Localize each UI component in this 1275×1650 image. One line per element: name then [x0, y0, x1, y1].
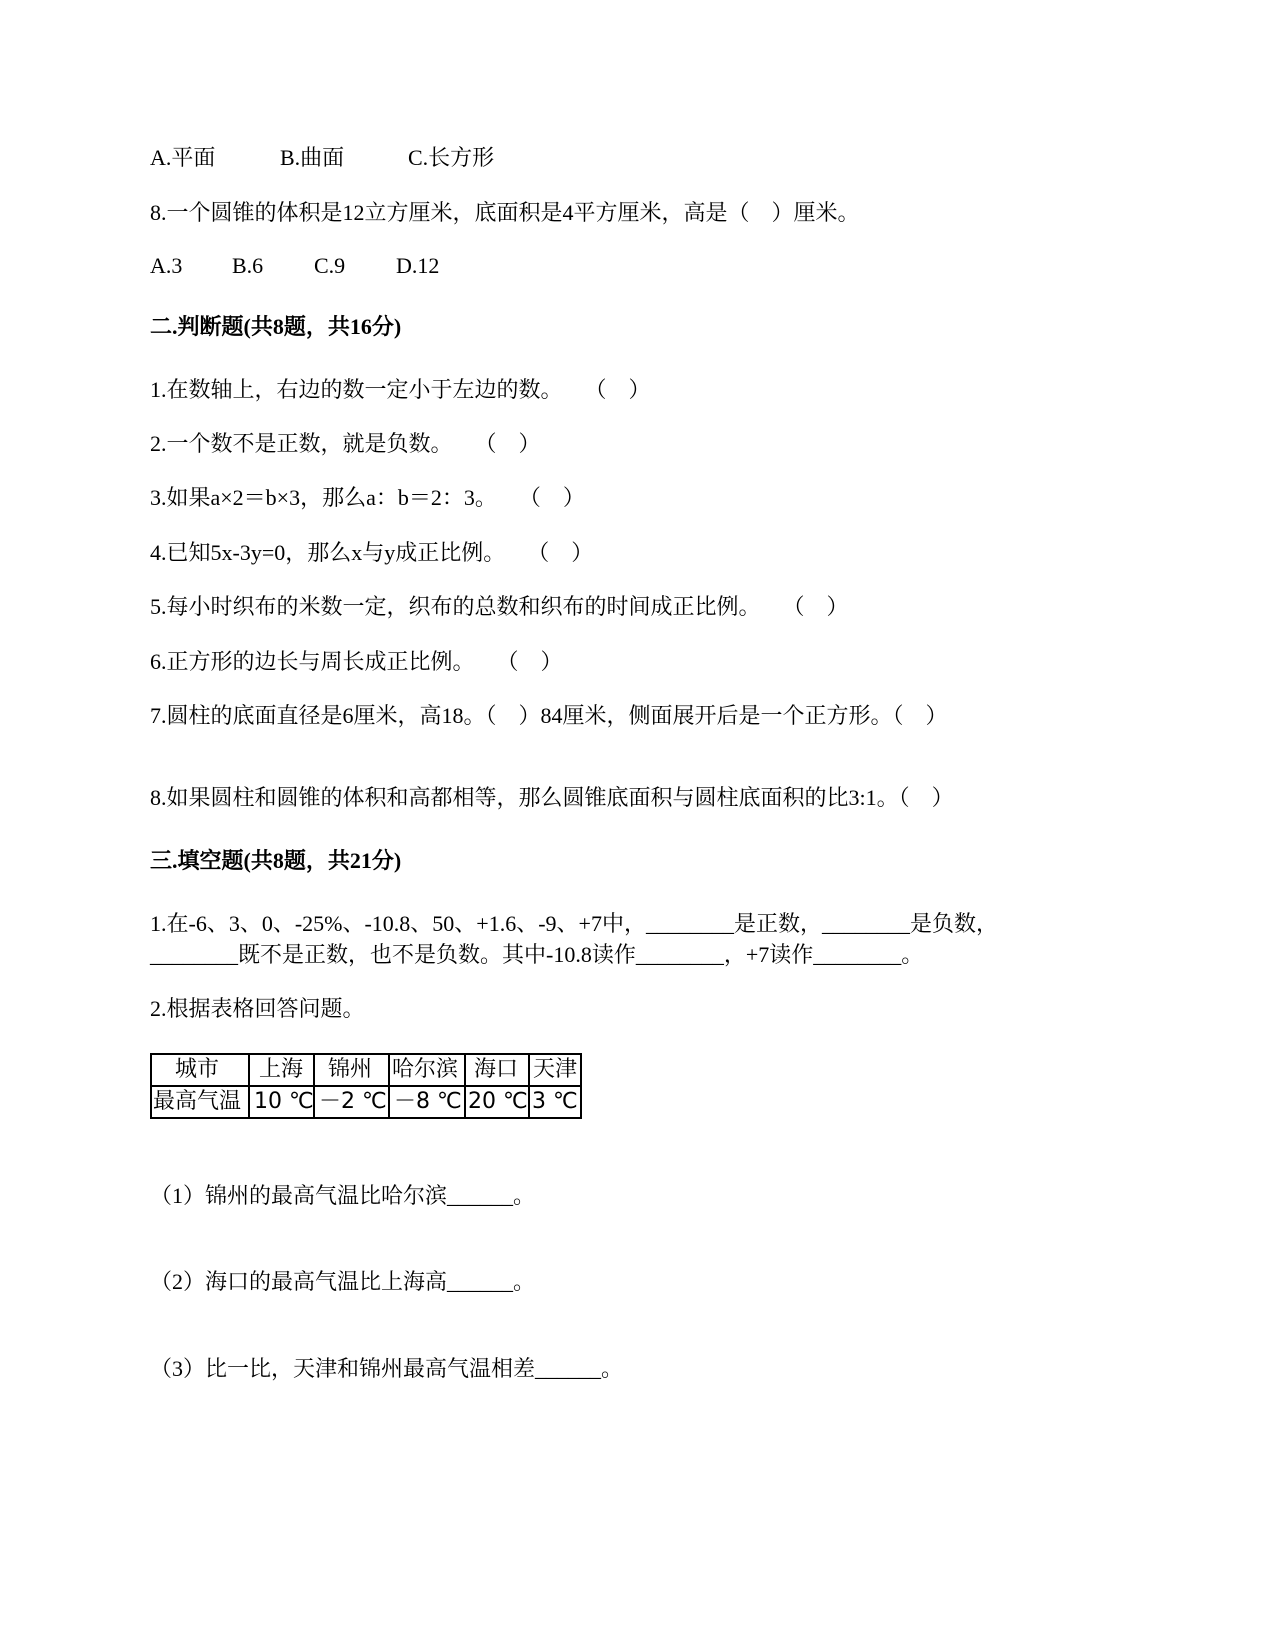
table-row-label: 最高气温 — [153, 1089, 242, 1114]
table-cell-tianjin: 3 ℃ — [532, 1089, 578, 1114]
judge-item-7: 7.圆柱的底面直径是6厘米，高18。（ ）84厘米，侧面展开后是一个正方形。（ ） — [150, 703, 948, 728]
table-header-jinzhou: 锦州 — [328, 1057, 373, 1082]
judge-item-3: 3.如果a×2＝b×3，那么a：b＝2：3。 （ ） — [150, 485, 585, 510]
q8-option-d: D.12 — [396, 253, 440, 278]
section3-heading: 三.填空题(共8题，共21分) — [150, 848, 402, 873]
q8-text: 8.一个圆锥的体积是12立方厘米，底面积是4平方厘米，高是（ ）厘米。 — [150, 200, 860, 225]
table-header-haikou: 海口 — [474, 1057, 519, 1082]
table-header-harbin: 哈尔滨 — [392, 1057, 459, 1082]
q8-options — [150, 252, 439, 280]
fill-q1-line1: 1.在-6、3、0、-25%、-10.8、50、+1.6、-9、+7中，________是正数，________是负数， — [150, 911, 998, 936]
judge-item-4: 4.已知5x-3y=0，那么x与y成正比例。 （ ） — [150, 540, 594, 565]
judge-item-2: 2.一个数不是正数，就是负数。 （ ） — [150, 431, 541, 456]
fill-q2: 2.根据表格回答问题。 — [150, 996, 365, 1021]
table-cell-jinzhou: －2 ℃ — [319, 1089, 387, 1114]
q7-option-b: B.曲面 — [280, 145, 345, 170]
fill-q2-sub3: （3）比一比，天津和锦州最高气温相差______。 — [150, 1356, 624, 1381]
table-cell-shanghai: 10 ℃ — [254, 1089, 314, 1114]
q8-option-b: B.6 — [232, 253, 264, 278]
q8-option-a: A.3 — [150, 253, 183, 278]
q7-option-a: A.平面 — [150, 145, 216, 170]
judge-item-5: 5.每小时织布的米数一定，织布的总数和织布的时间成正比例。 （ ） — [150, 594, 849, 619]
table-header-shanghai: 上海 — [259, 1057, 304, 1082]
temperature-table — [150, 1053, 582, 1119]
table-header-city: 城市 — [175, 1057, 220, 1082]
q7-option-c: C.长方形 — [408, 145, 495, 170]
judge-item-1: 1.在数轴上，右边的数一定小于左边的数。 （ ） — [150, 377, 651, 402]
table-cell-haikou: 20 ℃ — [468, 1089, 528, 1114]
fill-q2-sub1: （1）锦州的最高气温比哈尔滨______。 — [150, 1183, 536, 1208]
fill-q1-line2: ________既不是正数，也不是负数。其中-10.8读作________，+7读作________。 — [150, 942, 924, 967]
q8-option-c: C.9 — [314, 253, 346, 278]
judge-item-8: 8.如果圆柱和圆锥的体积和高都相等，那么圆锥底面积与圆柱底面积的比3:1。（ ） — [150, 785, 954, 810]
section2-heading: 二.判断题(共8题，共16分) — [150, 314, 402, 339]
q7-options — [150, 144, 494, 172]
table-cell-harbin: －8 ℃ — [394, 1089, 462, 1114]
table-header-tianjin: 天津 — [533, 1057, 578, 1082]
fill-q2-sub2: （2）海口的最高气温比上海高______。 — [150, 1269, 536, 1294]
judge-item-6: 6.正方形的边长与周长成正比例。 （ ） — [150, 649, 563, 674]
